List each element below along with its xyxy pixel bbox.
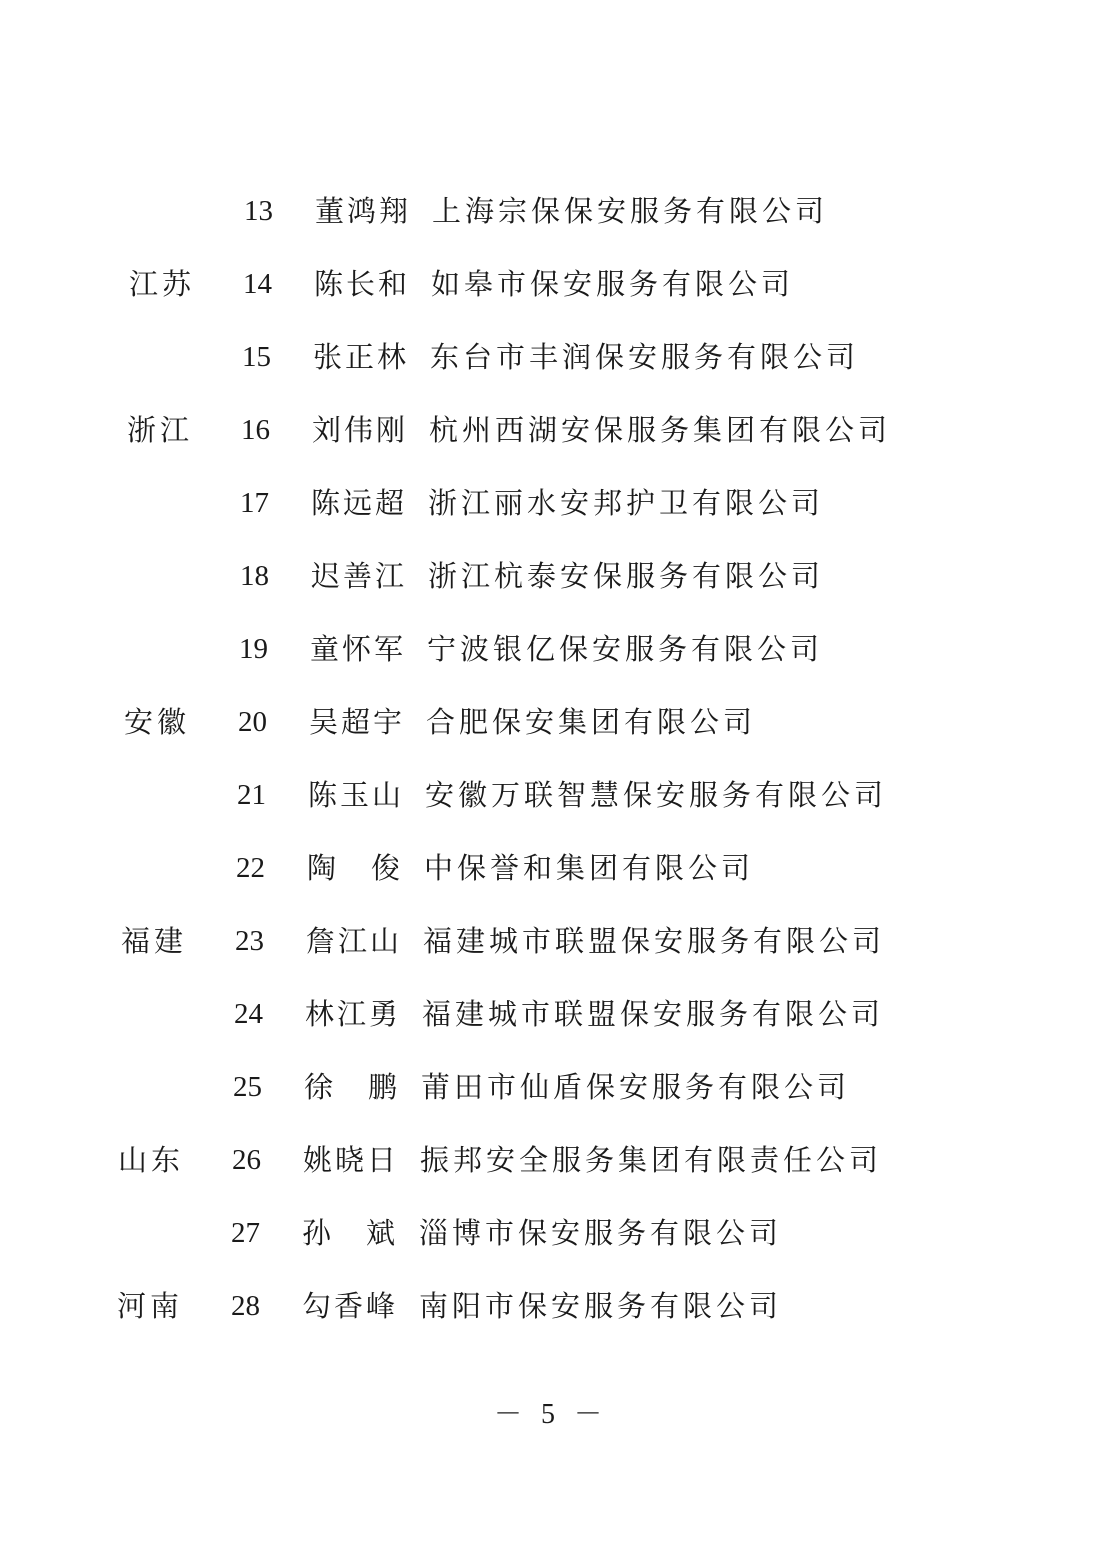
company-name: 宁波银亿保安服务有限公司	[427, 632, 824, 666]
row-number: 20	[238, 706, 267, 738]
list-row	[0, 686, 1096, 759]
person-name: 陈玉山	[308, 778, 405, 812]
person-name: 姚晓日	[303, 1143, 400, 1177]
person-name: 陶 俊	[307, 851, 404, 885]
row-number: 13	[244, 195, 273, 227]
row-number: 16	[241, 414, 270, 446]
company-name: 上海宗保保安服务有限公司	[432, 194, 829, 228]
row-number: 26	[232, 1144, 261, 1176]
person-name: 詹江山	[306, 924, 403, 958]
company-name: 如皋市保安服务有限公司	[431, 267, 795, 301]
row-number: 25	[233, 1071, 262, 1103]
province-label: 河南	[117, 1289, 184, 1323]
page-number: － 5 －	[493, 1399, 608, 1430]
person-name: 林江勇	[305, 997, 402, 1031]
row-number: 27	[231, 1217, 260, 1249]
row-number: 22	[236, 852, 265, 884]
list-row	[0, 1270, 1089, 1343]
list-row	[0, 613, 1097, 686]
list-row	[0, 1197, 1089, 1270]
row-number: 17	[240, 487, 269, 519]
province-label: 安徽	[124, 705, 191, 739]
person-name: 徐 鹏	[304, 1070, 401, 1104]
list-row	[0, 978, 1092, 1051]
row-number: 24	[234, 998, 263, 1030]
company-name: 合肥保安集团有限公司	[426, 705, 757, 739]
list-row	[0, 832, 1094, 905]
list-row	[0, 175, 1102, 248]
row-number: 28	[231, 1290, 260, 1322]
row-number: 14	[243, 268, 272, 300]
province-label: 江苏	[129, 267, 196, 301]
company-name: 福建城市联盟保安服务有限公司	[423, 924, 886, 958]
row-number: 21	[237, 779, 266, 811]
person-name: 张正林	[313, 340, 410, 374]
row-number: 19	[239, 633, 268, 665]
province-label: 山东	[118, 1143, 185, 1177]
person-name: 童怀军	[310, 632, 407, 666]
list-row	[0, 467, 1098, 540]
company-name: 淄博市保安服务有限公司	[419, 1216, 783, 1250]
list-row	[0, 394, 1099, 467]
list-row	[0, 1124, 1090, 1197]
company-name: 东台市丰润保安服务有限公司	[430, 340, 860, 374]
company-name: 中保誉和集团有限公司	[424, 851, 755, 885]
province-label: 浙江	[127, 413, 194, 447]
list-row	[0, 759, 1095, 832]
person-name: 刘伟刚	[312, 413, 409, 447]
province-label: 福建	[121, 924, 188, 958]
person-name: 陈长和	[314, 267, 411, 301]
row-number: 15	[242, 341, 271, 373]
company-name: 福建城市联盟保安服务有限公司	[422, 997, 885, 1031]
company-name: 杭州西湖安保服务集团有限公司	[429, 413, 892, 447]
company-name: 莆田市仙盾保安服务有限公司	[421, 1070, 851, 1104]
row-number: 23	[235, 925, 264, 957]
person-name: 陈远超	[311, 486, 408, 520]
list-row	[0, 905, 1093, 978]
company-name: 安徽万联智慧保安服务有限公司	[425, 778, 888, 812]
row-number: 18	[240, 560, 269, 592]
person-name: 迟善江	[311, 559, 408, 593]
awardee-list	[0, 175, 1102, 1343]
company-name: 南阳市保安服务有限公司	[419, 1289, 783, 1323]
person-name: 吴超宇	[309, 705, 406, 739]
company-name: 浙江杭泰安保服务有限公司	[428, 559, 825, 593]
list-row	[0, 1051, 1091, 1124]
person-name: 孙 斌	[302, 1216, 399, 1250]
company-name: 浙江丽水安邦护卫有限公司	[428, 486, 825, 520]
company-name: 振邦安全服务集团有限责任公司	[420, 1143, 883, 1177]
list-row	[0, 248, 1101, 321]
list-row	[0, 321, 1100, 394]
person-name: 董鸿翔	[315, 194, 412, 228]
list-row	[0, 540, 1098, 613]
person-name: 勾香峰	[302, 1289, 399, 1323]
